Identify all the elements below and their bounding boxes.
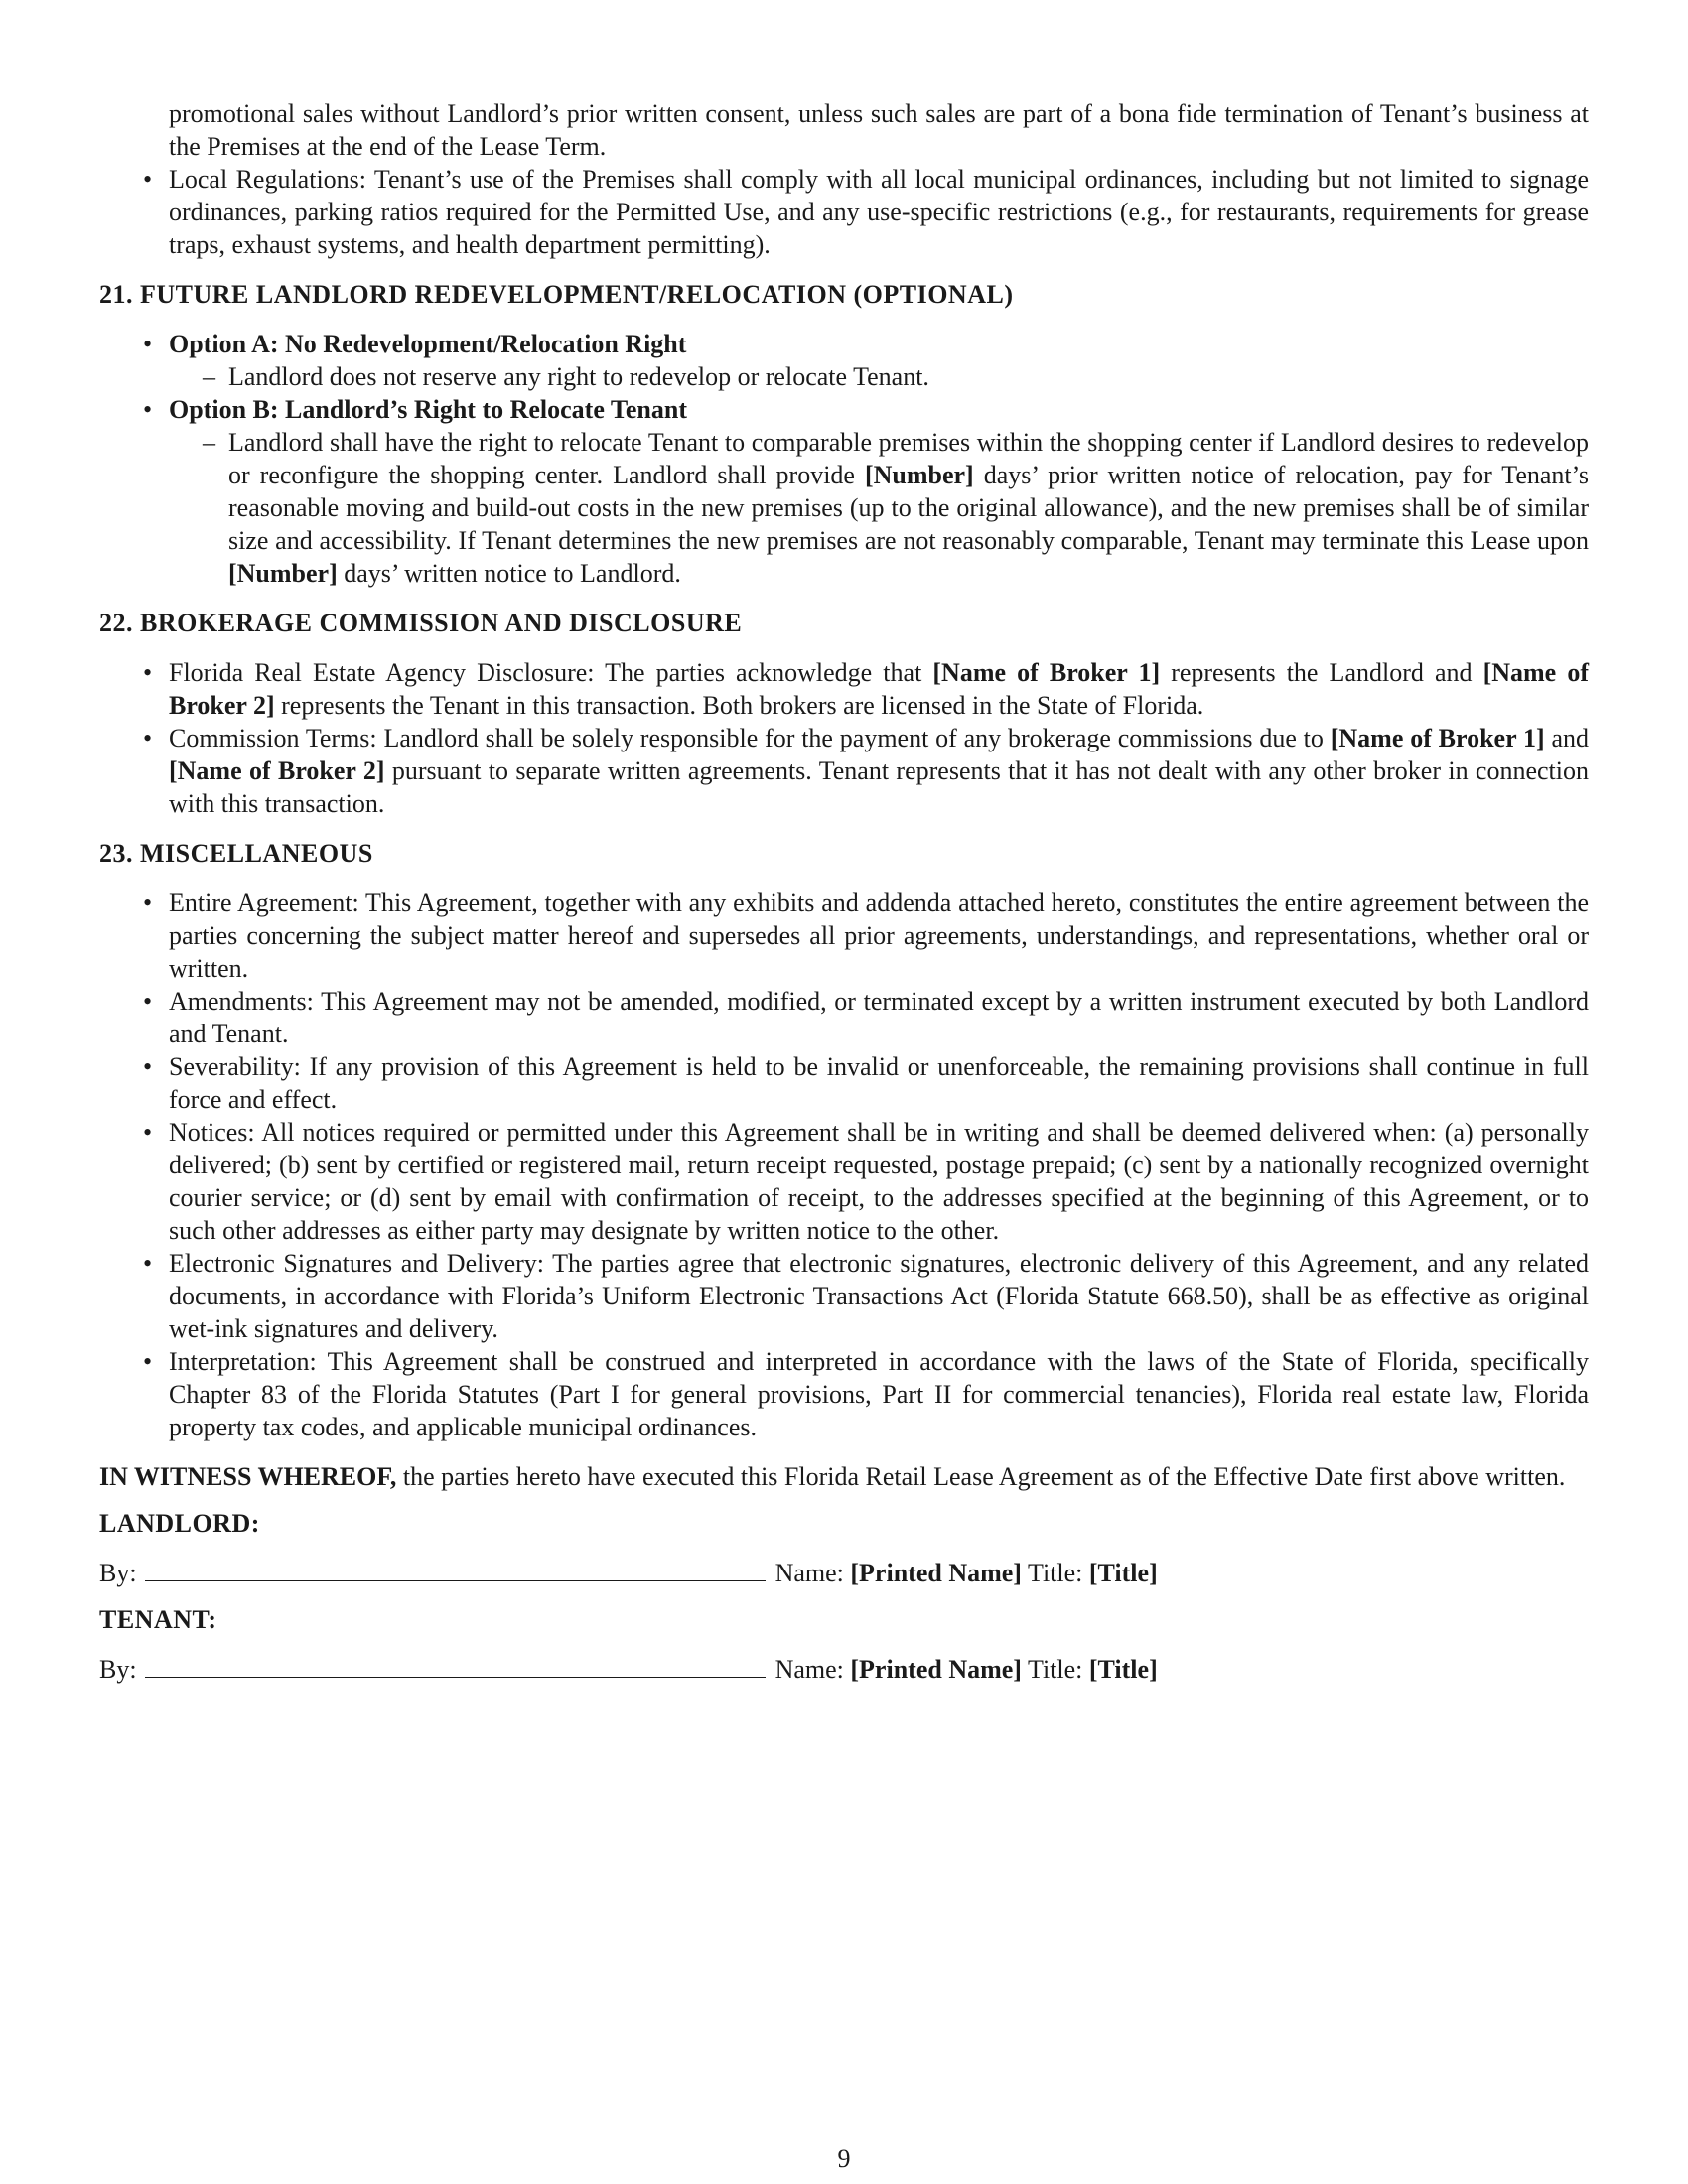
option-b-title: Option B: Landlord’s Right to Relocate Tenant bbox=[169, 395, 687, 424]
broker-1-placeholder: [Name of Broker 1] bbox=[1330, 724, 1545, 752]
landlord-signature-row: By: Name: [Printed Name] Title: [Title] bbox=[99, 1559, 1158, 1587]
section-21-list bbox=[99, 328, 1589, 360]
broker-2-placeholder: [Name of Broker 2] bbox=[169, 658, 1589, 720]
tenant-signature-label: TENANT: bbox=[99, 1605, 217, 1634]
page-number: 9 bbox=[837, 2144, 851, 2173]
printed-name-placeholder: [Printed Name] bbox=[850, 1559, 1022, 1587]
title-placeholder: [Title] bbox=[1088, 1559, 1158, 1587]
list-item: • Interpretation: This Agreement shall be construed and interpreted in accordance with the laws of the State of Florida, specifically Chapter 83 of the Florida Statutes (Part I for general provisions, Part II for commercial tenancies), Florida real estate law, Florida property tax codes, and applicable municipal ordinances. bbox=[143, 1347, 1589, 1441]
local-regulations-item: • Local Regulations: Tenant’s use of the Premises shall comply with all local municipal ordinances, including but not limited to signage ordinances, parking ratios required for the Permitted Use, and any use-specific restrictions (e.g., for restaurants, requirements for grease traps, exhaust systems, and health department permitting). bbox=[143, 165, 1589, 259]
commission-terms-item: • Commission Terms: Landlord shall be solely responsible for the payment of any brokerage commissions due to [Name of Broker 1] and [Name of Broker 2] pursuant to separate written agreements. Tenant represents that it has not dealt with any other broker in connection with this transaction. bbox=[143, 724, 1590, 818]
option-a-text: Landlord does not reserve any right to redevelop or relocate Tenant. bbox=[228, 362, 929, 391]
option-a-item: • Option A: No Redevelopment/Relocation Right bbox=[143, 330, 687, 358]
list-item: • Electronic Signatures and Delivery: The parties agree that electronic signatures, electronic delivery of this Agreement, and any related documents, in accordance with Florida’s Uniform Electronic Transactions Act (Florida Statute 668.50), shall be as effective as original wet-ink signatures and delivery. bbox=[143, 1249, 1589, 1343]
number-placeholder: [Number] bbox=[228, 559, 338, 588]
section-23-list bbox=[99, 887, 1589, 1443]
list-item: • Notices: All notices required or permitted under this Agreement shall be in writing and shall be deemed delivered when: (a) personally delivered; (b) sent by certified or registered mail, return receipt requested, postage prepaid; (c) sent by a nationally recognized overnight courier service; or (d) sent by email with confirmation of receipt, to the addresses specified at the beginning of this Agreement, or to such other addresses as either party may designate by written notice to the other. bbox=[143, 1118, 1589, 1245]
section-21-heading: 21. FUTURE LANDLORD REDEVELOPMENT/RELOCATION (OPTIONAL) bbox=[99, 280, 1014, 309]
witness-lead: IN WITNESS WHEREOF, bbox=[99, 1462, 397, 1491]
tenant-signature-row: By: Name: [Printed Name] Title: [Title] bbox=[99, 1655, 1158, 1684]
section-22-heading: 22. BROKERAGE COMMISSION AND DISCLOSURE bbox=[99, 609, 743, 637]
option-a-title: Option A: No Redevelopment/Relocation Right bbox=[169, 330, 687, 358]
landlord-signature-line[interactable] bbox=[145, 1557, 766, 1581]
option-a-subitem: – Landlord does not reserve any right to redevelop or relocate Tenant. bbox=[203, 362, 929, 391]
document-page bbox=[99, 97, 1589, 1686]
agency-disclosure-item: • Florida Real Estate Agency Disclosure: The parties acknowledge that [Name of Broker 1] represents the Landlord and [Name of Broker 2] represents the Tenant in this transaction. Both brokers are licensed in the State of Florida. bbox=[143, 658, 1589, 720]
broker-1-placeholder: [Name of Broker 1] bbox=[932, 658, 1161, 687]
section-21-list-b bbox=[99, 393, 1589, 426]
tenant-signature-line[interactable] bbox=[145, 1653, 766, 1678]
number-placeholder: [Number] bbox=[864, 461, 974, 489]
broker-2-placeholder: [Name of Broker 2] bbox=[169, 756, 385, 785]
list-item: • Entire Agreement: This Agreement, together with any exhibits and addenda attached hereto, constitutes the entire agreement between the parties concerning the subject matter hereof and supersedes all prior agreements, understandings, and representations, whether oral or written. bbox=[143, 888, 1589, 983]
option-b-subitem: – Landlord shall have the right to relocate Tenant to comparable premises within the shopping center if Landlord desires to redevelop or reconfigure the shopping center. Landlord shall provide [Number] days’ prior written notice of relocation, pay for Tenant’s reasonable moving and build-out costs in the new premises (up to the original allowance), and the new premises shall be of similar size and accessibility. If Tenant determines the new premises are not reasonably comparable, Tenant may terminate this Lease upon [Number] days’ written notice to Landlord. bbox=[203, 428, 1589, 588]
printed-name-placeholder: [Printed Name] bbox=[850, 1655, 1022, 1684]
list-item: • Severability: If any provision of this Agreement is held to be invalid or unenforceable, the remaining provisions shall continue in full force and effect. bbox=[143, 1052, 1589, 1114]
witness-paragraph: IN WITNESS WHEREOF, the parties hereto have executed this Florida Retail Lease Agreement as of the Effective Date first above written. bbox=[99, 1462, 1566, 1491]
landlord-signature-label: LANDLORD: bbox=[99, 1509, 260, 1538]
list-item: • Amendments: This Agreement may not be amended, modified, or terminated except by a written instrument executed by both Landlord and Tenant. bbox=[143, 987, 1589, 1048]
local-regulations-text: Local Regulations: Tenant’s use of the Premises shall comply with all local municipal ordinances, including but not limited to signage ordinances, parking ratios required for the Permitted Use, and any use-specific restrictions (e.g., for restaurants, requirements for grease traps, exhaust systems, and health department permitting). bbox=[169, 165, 1589, 259]
section-23-heading: 23. MISCELLANEOUS bbox=[99, 839, 373, 868]
continuation-paragraph: promotional sales without Landlord’s prior written consent, unless such sales are part of a bona fide termination of Tenant’s business at the Premises at the end of the Lease Term. bbox=[169, 99, 1589, 161]
option-b-item: • Option B: Landlord’s Right to Relocate Tenant bbox=[143, 395, 687, 424]
title-placeholder: [Title] bbox=[1088, 1655, 1158, 1684]
option-b-sublist bbox=[99, 426, 1589, 590]
intro-list bbox=[99, 163, 1589, 261]
option-a-sublist bbox=[99, 360, 1589, 393]
section-22-list bbox=[99, 656, 1589, 820]
